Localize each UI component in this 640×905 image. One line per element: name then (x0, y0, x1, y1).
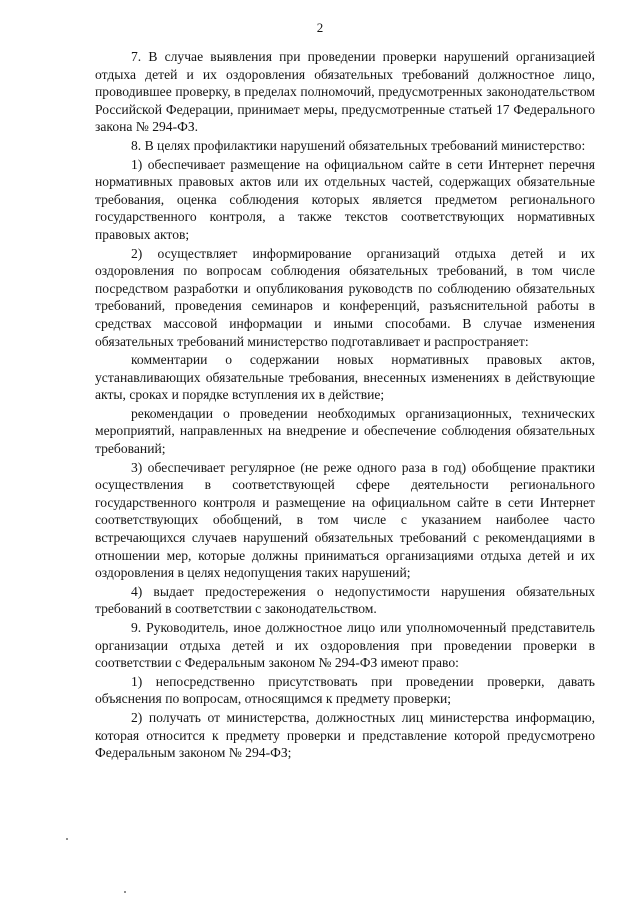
paragraph-8: 8. В целях профилактики нарушений обязательных требований министерство: (131, 137, 586, 153)
paragraph-9-item-1: 1) непосредственно присутствовать при проведении проверки, давать объяснения по вопросам, относящимся к предмету проверки; (95, 673, 595, 707)
document-body (95, 48, 595, 762)
paragraph-8-item-2: 2) осуществляет информирование организаций отдыха детей и их оздоровления по вопросам соблюдения обязательных требований, в том числе посредством разработки и опубликования руководств по соблюдению обязательных требований, проведения семинаров и конференций, разъяснительной работы в средствах массовой информации и иными способами. В случае изменения обязательных требований министерство подготавливает и распространяет: (95, 245, 595, 349)
paragraph-8-item-1: 1) обеспечивает размещение на официальном сайте в сети Интернет перечня нормативных правовых актов или их отдельных частей, содержащих обязательные требования, оценка соблюдения которых является предметом регионального государственного контроля, а также текстов соответствующих нормативных правовых актов; (95, 156, 595, 242)
paragraph-9-item-2: 2) получать от министерства, должностных лиц министерства информацию, которая относится к предмету проверки и представление которой предусмотрено Федеральным законом № 294-ФЗ; (95, 709, 595, 761)
scan-speck (124, 891, 126, 893)
page-number: 2 (316, 20, 324, 35)
paragraph-9: 9. Руководитель, иное должностное лицо или уполномоченный представитель организации отдыха детей и их оздоровления при проведении проверки в соответствии с Федеральным законом № 294-ФЗ имеют право: (95, 620, 595, 671)
paragraph-8-item-4: 4) выдает предостережения о недопустимости нарушения обязательных требований в соответствии с законодательством. (95, 583, 595, 617)
paragraph-8-item-2-recommendations: рекомендации о проведении необходимых организационных, технических мероприятий, направленных на внедрение и обеспечение соблюдения обязательных требований; (95, 405, 595, 457)
paragraph-8-item-3: 3) обеспечивает регулярное (не реже одного раза в год) обобщение практики осуществления в соответствующей сфере деятельности регионального государственного контроля и размещение на официальном сайте в сети Интернет соответствующих обобщений, в том числе с указанием наиболее часто встречающихся случаев нарушений обязательных требований с рекомендациями в отношении мер, которые должны приниматься организациями отдыха детей и их оздоровления в целях недопущения таких нарушений; (95, 459, 595, 581)
paragraph-8-item-2-comments: комментарии о содержании новых нормативных правовых актов, устанавливающих обязательные требования, внесенных изменениях в действующие акты, сроках и порядке вступления их в действие; (95, 352, 595, 403)
paragraph-7: 7. В случае выявления при проведении проверки нарушений организацией отдыха детей и их оздоровления обязательных требований должностное лицо, проводившее проверку, в пределах полномочий, предусмотренных законодательством Российской Федерации, принимает меры, предусмотренные статьей 17 Федерального закона № 294-ФЗ. (95, 49, 595, 135)
scan-speck (66, 838, 68, 840)
